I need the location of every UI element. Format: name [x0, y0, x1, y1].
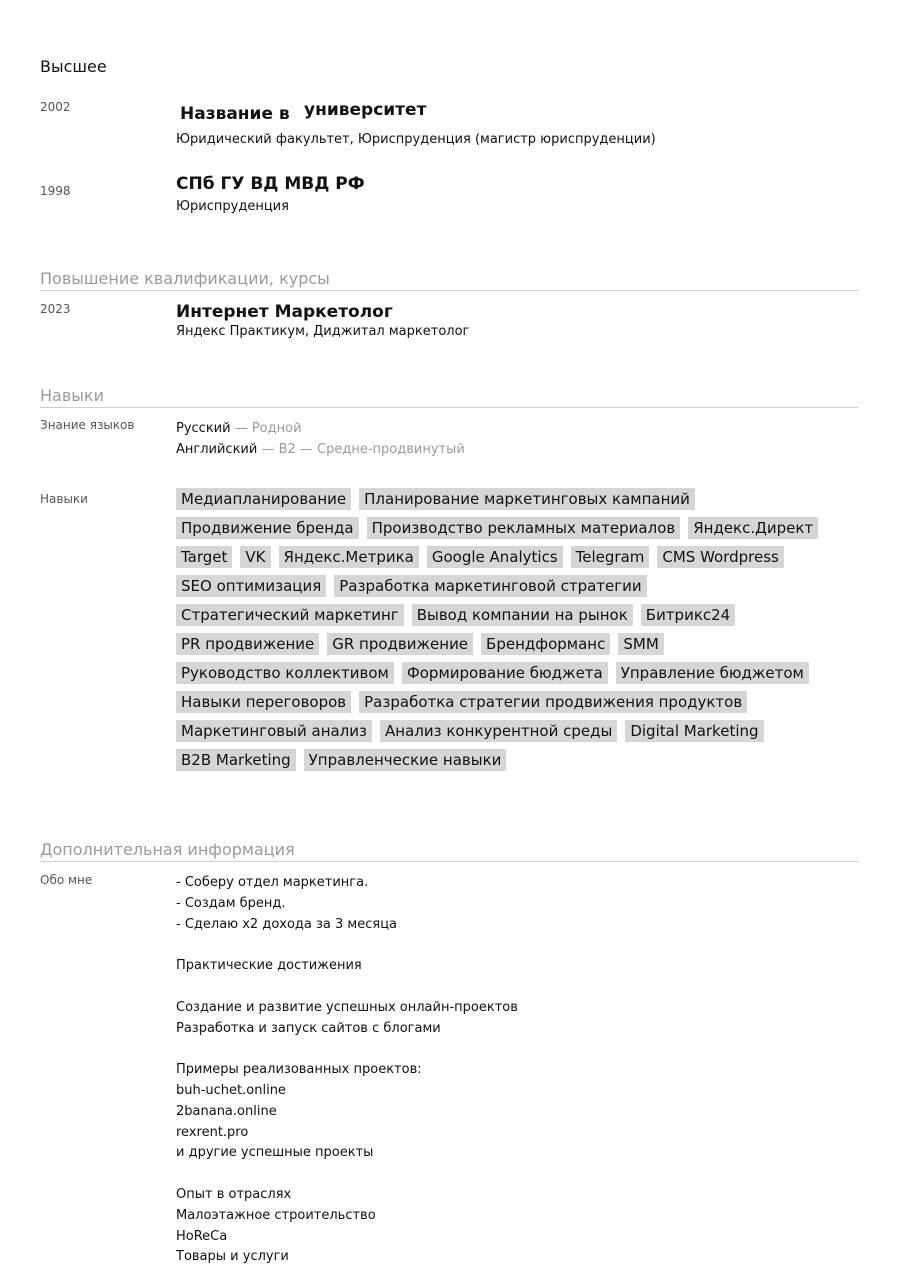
- about-line: Примеры реализованных проектов:: [176, 1062, 422, 1078]
- about-line: Малоэтажное строительство: [176, 1207, 376, 1223]
- skill-tag: Яндекс.Директ: [688, 517, 818, 539]
- education-year: 2002: [40, 100, 71, 114]
- skills-list: [176, 488, 856, 771]
- about-label: Обо мне: [40, 873, 93, 887]
- language-item: [176, 439, 856, 460]
- skill-tag: SMM: [618, 633, 663, 655]
- paragraph-gap: [176, 977, 856, 998]
- skill-tag: Маркетинговый анализ: [176, 720, 372, 742]
- skill-tag: Планирование маркетинговых кампаний: [359, 488, 695, 510]
- skills-label: Навыки: [40, 492, 88, 506]
- skill-tag: Формирование бюджета: [402, 662, 608, 684]
- skill-tag: Анализ конкурентной среды: [380, 720, 617, 742]
- skill-tag: PR продвижение: [176, 633, 319, 655]
- about-line: - Соберу отдел маркетинга.: [176, 875, 369, 890]
- education-title: университет: [304, 100, 427, 120]
- skill-tag: Telegram: [571, 546, 650, 568]
- skill-tag: VK: [240, 546, 270, 568]
- paragraph-gap: [176, 1039, 856, 1060]
- about-line: Опыт в отраслях: [176, 1186, 292, 1202]
- about-line: Практические достижения: [176, 958, 362, 974]
- skill-tag: GR продвижение: [327, 633, 473, 655]
- skill-tag: Digital Marketing: [625, 720, 763, 742]
- skill-tag: CMS Wordpress: [657, 546, 783, 568]
- course-title: Интернет Маркетолог: [176, 302, 393, 322]
- education-year: 1998: [40, 184, 71, 198]
- education-subtitle: Юриспруденция: [176, 199, 289, 214]
- skill-tag: Медиапланирование: [176, 488, 351, 510]
- skill-tag: Разработка стратегии продвижения продуктов: [359, 691, 747, 713]
- skills-heading: Навыки: [40, 386, 858, 408]
- skill-tag: Руководство коллективом: [176, 662, 394, 684]
- about-line: 2banana.online: [176, 1103, 277, 1119]
- education-subtitle: Юридический факультет, Юриспруденция (магистр юриспруденции): [176, 132, 656, 147]
- skill-tag: Стратегический маркетинг: [176, 604, 404, 626]
- skill-tag: Вывод компании на рынок: [412, 604, 633, 626]
- skill-tag: Target: [176, 546, 232, 568]
- skill-tag: Производство рекламных материалов: [367, 517, 681, 539]
- skill-tag: Брендформанс: [481, 633, 610, 655]
- education-level: Высшее: [40, 57, 107, 76]
- language-level: — B2 — Средне-продвинутый: [257, 442, 465, 457]
- languages-label: Знание языков: [40, 418, 135, 432]
- skill-tag: SEO оптимизация: [176, 575, 326, 597]
- about-line: и другие успешные проекты: [176, 1145, 374, 1161]
- skill-tag: Яндекс.Метрика: [279, 546, 419, 568]
- skill-tag: B2B Marketing: [176, 749, 296, 771]
- skill-tag: Продвижение бренда: [176, 517, 359, 539]
- about-line: - Создам бренд.: [176, 895, 286, 911]
- course-year: 2023: [40, 302, 71, 316]
- course-subtitle: Яндекс Практикум, Диджитал маркетолог: [176, 324, 470, 339]
- about-line: Разработка и запуск сайтов с блогами: [176, 1020, 441, 1036]
- about-line: - Сделаю x2 дохода за 3 месяца: [176, 916, 398, 932]
- redacted-text-fragment: Название в: [180, 104, 290, 124]
- language-name: Английский: [176, 442, 258, 457]
- about-text: [176, 873, 856, 1268]
- about-line: rexrent.pro: [176, 1124, 249, 1140]
- skill-tag: Навыки переговоров: [176, 691, 351, 713]
- about-line: buh-uchet.online: [176, 1082, 286, 1098]
- skill-tag: Google Analytics: [427, 546, 563, 568]
- language-item: [176, 418, 856, 439]
- paragraph-gap: [176, 1164, 856, 1185]
- skill-tag: Управление бюджетом: [616, 662, 809, 684]
- about-line: HoReCa: [176, 1228, 228, 1244]
- education-title-clipped: СПб ГУ ВД МВД РФ: [176, 174, 365, 194]
- language-name: Русский: [176, 421, 231, 436]
- language-level: — Родной: [230, 421, 302, 436]
- skill-tag: Разработка маркетинговой стратегии: [334, 575, 646, 597]
- additional-heading: Дополнительная информация: [40, 840, 858, 862]
- about-line: Создание и развитие успешных онлайн-проектов: [176, 999, 518, 1015]
- skill-tag: Управленческие навыки: [304, 749, 507, 771]
- courses-heading: Повышение квалификации, курсы: [40, 269, 858, 291]
- skill-tag: Битрикс24: [641, 604, 735, 626]
- paragraph-gap: [176, 935, 856, 956]
- about-line: Товары и услуги: [176, 1249, 289, 1265]
